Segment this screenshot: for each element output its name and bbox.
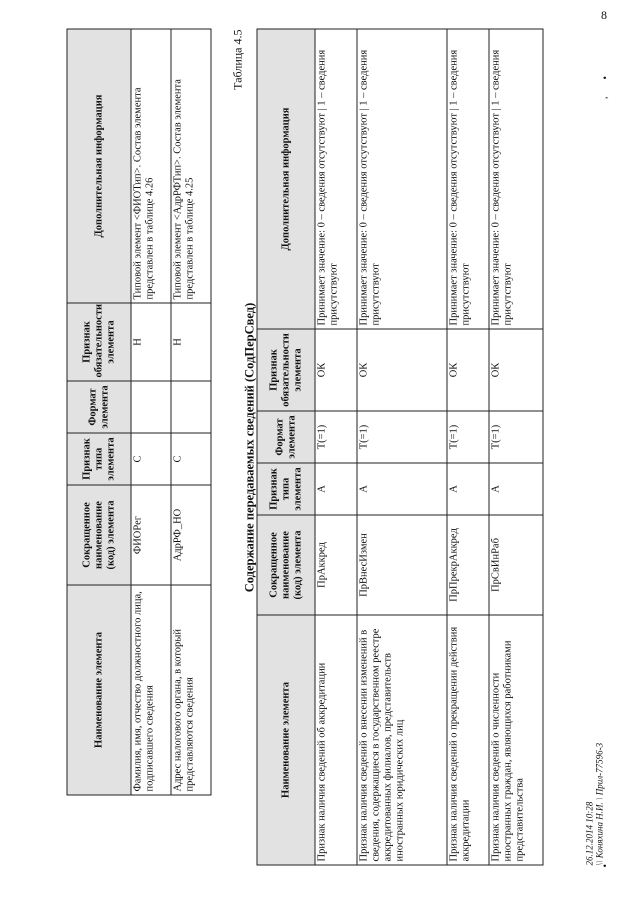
cell-name: Фамилия, имя, отчество должностного лица, подписавшего сведения bbox=[131, 585, 171, 795]
cell-code: ПрАккред bbox=[315, 515, 357, 615]
cell-info: Типовой элемент <АдрРФТип>. Состав элемента представлен в таблице 4.25 bbox=[171, 29, 211, 303]
cell-format: T(=1) bbox=[489, 411, 543, 463]
cell-code: ПрСвИнРаб bbox=[489, 515, 543, 615]
cell-format bbox=[131, 381, 171, 433]
footer-path: \\ Коняхина Н.И. \ Прил-77596-3 bbox=[594, 742, 604, 865]
header-name: Наименование элемента bbox=[67, 585, 131, 795]
header-code: Сокращенное наименование (код) элемента bbox=[257, 515, 315, 615]
cell-info: Принимает значение: 0 – сведения отсутствуют | 1 – сведения присутствуют bbox=[489, 29, 543, 329]
header-format: Формат элемента bbox=[257, 411, 315, 463]
cell-required: Н bbox=[171, 303, 211, 381]
header-required: Признак обязательности элемента bbox=[67, 303, 131, 381]
table-row bbox=[171, 29, 211, 795]
cell-info: Принимает значение: 0 – сведения отсутствуют | 1 – сведения присутствуют bbox=[315, 29, 357, 329]
header-format: Формат элемента bbox=[67, 381, 131, 433]
cell-name: Признак наличия сведений о прекращении действия аккредитации bbox=[447, 615, 489, 865]
cell-code: ПрПрекрАккред bbox=[447, 515, 489, 615]
page-number: 8 bbox=[600, 7, 607, 22]
cell-type: А bbox=[489, 463, 543, 515]
cell-format bbox=[171, 381, 211, 433]
table-content-info bbox=[256, 28, 543, 865]
table-row bbox=[315, 29, 357, 865]
table-row bbox=[489, 29, 543, 865]
cell-name: Признак наличия сведений об аккредитации bbox=[315, 615, 357, 865]
cell-type: С bbox=[131, 433, 171, 485]
header-info: Дополнительная информация bbox=[67, 29, 131, 303]
cell-info: Принимает значение: 0 – сведения отсутствуют | 1 – сведения присутствуют bbox=[447, 29, 489, 329]
cell-format: T(=1) bbox=[447, 411, 489, 463]
header-code: Сокращенное наименование (код) элемента bbox=[67, 485, 131, 585]
table-caption: Таблица 4.5 bbox=[230, 29, 244, 90]
table-row bbox=[447, 29, 489, 865]
cell-type: А bbox=[315, 463, 357, 515]
cell-name: Признак наличия сведений о внесении изменений в сведения, содержащиеся в государственном реестре аккредитованных филиалов, представительств иностранных юридических лиц bbox=[357, 615, 447, 865]
footer-date: 26.12.2014 10:28 bbox=[584, 801, 594, 865]
cell-required: ОК bbox=[315, 329, 357, 411]
cell-type: А bbox=[357, 463, 447, 515]
table-row bbox=[357, 29, 447, 865]
cell-name: Адрес налогового органа, в который представляются сведения bbox=[171, 585, 211, 795]
cell-code: ФИОРег bbox=[131, 485, 171, 585]
table-continuation bbox=[66, 28, 211, 795]
header-name: Наименование элемента bbox=[257, 615, 315, 865]
cell-required: Н bbox=[131, 303, 171, 381]
footer-stamp bbox=[584, 742, 604, 865]
header-info: Дополнительная информация bbox=[257, 29, 315, 329]
cell-code: ПрВнесИзмен bbox=[357, 515, 447, 615]
cell-format: T(=1) bbox=[357, 411, 447, 463]
scan-mark: • bbox=[600, 75, 611, 79]
cell-name: Признак наличия сведений о численности иностранных граждан, являющихся работниками представительства bbox=[489, 615, 543, 865]
cell-required: ОК bbox=[447, 329, 489, 411]
cell-code: АдрРФ_НО bbox=[171, 485, 211, 585]
cell-required: ОК bbox=[357, 329, 447, 411]
scan-mark: • bbox=[600, 863, 611, 867]
header-required: Признак обязательности элемента bbox=[257, 329, 315, 411]
cell-format: T(=1) bbox=[315, 411, 357, 463]
table-row bbox=[131, 29, 171, 795]
table-title: Содержание передаваемых сведений (СодПерСвед) bbox=[242, 302, 256, 592]
header-type: Признак типа элемента bbox=[67, 433, 131, 485]
cell-info: Типовой элемент <ФИОТип>. Состав элемента представлен в таблице 4.26 bbox=[131, 29, 171, 303]
cell-type: А bbox=[447, 463, 489, 515]
cell-required: ОК bbox=[489, 329, 543, 411]
cell-type: С bbox=[171, 433, 211, 485]
scan-mark: ’ bbox=[604, 95, 615, 99]
cell-info: Принимает значение: 0 – сведения отсутствуют | 1 – сведения присутствуют bbox=[357, 29, 447, 329]
header-type: Признак типа элемента bbox=[257, 463, 315, 515]
